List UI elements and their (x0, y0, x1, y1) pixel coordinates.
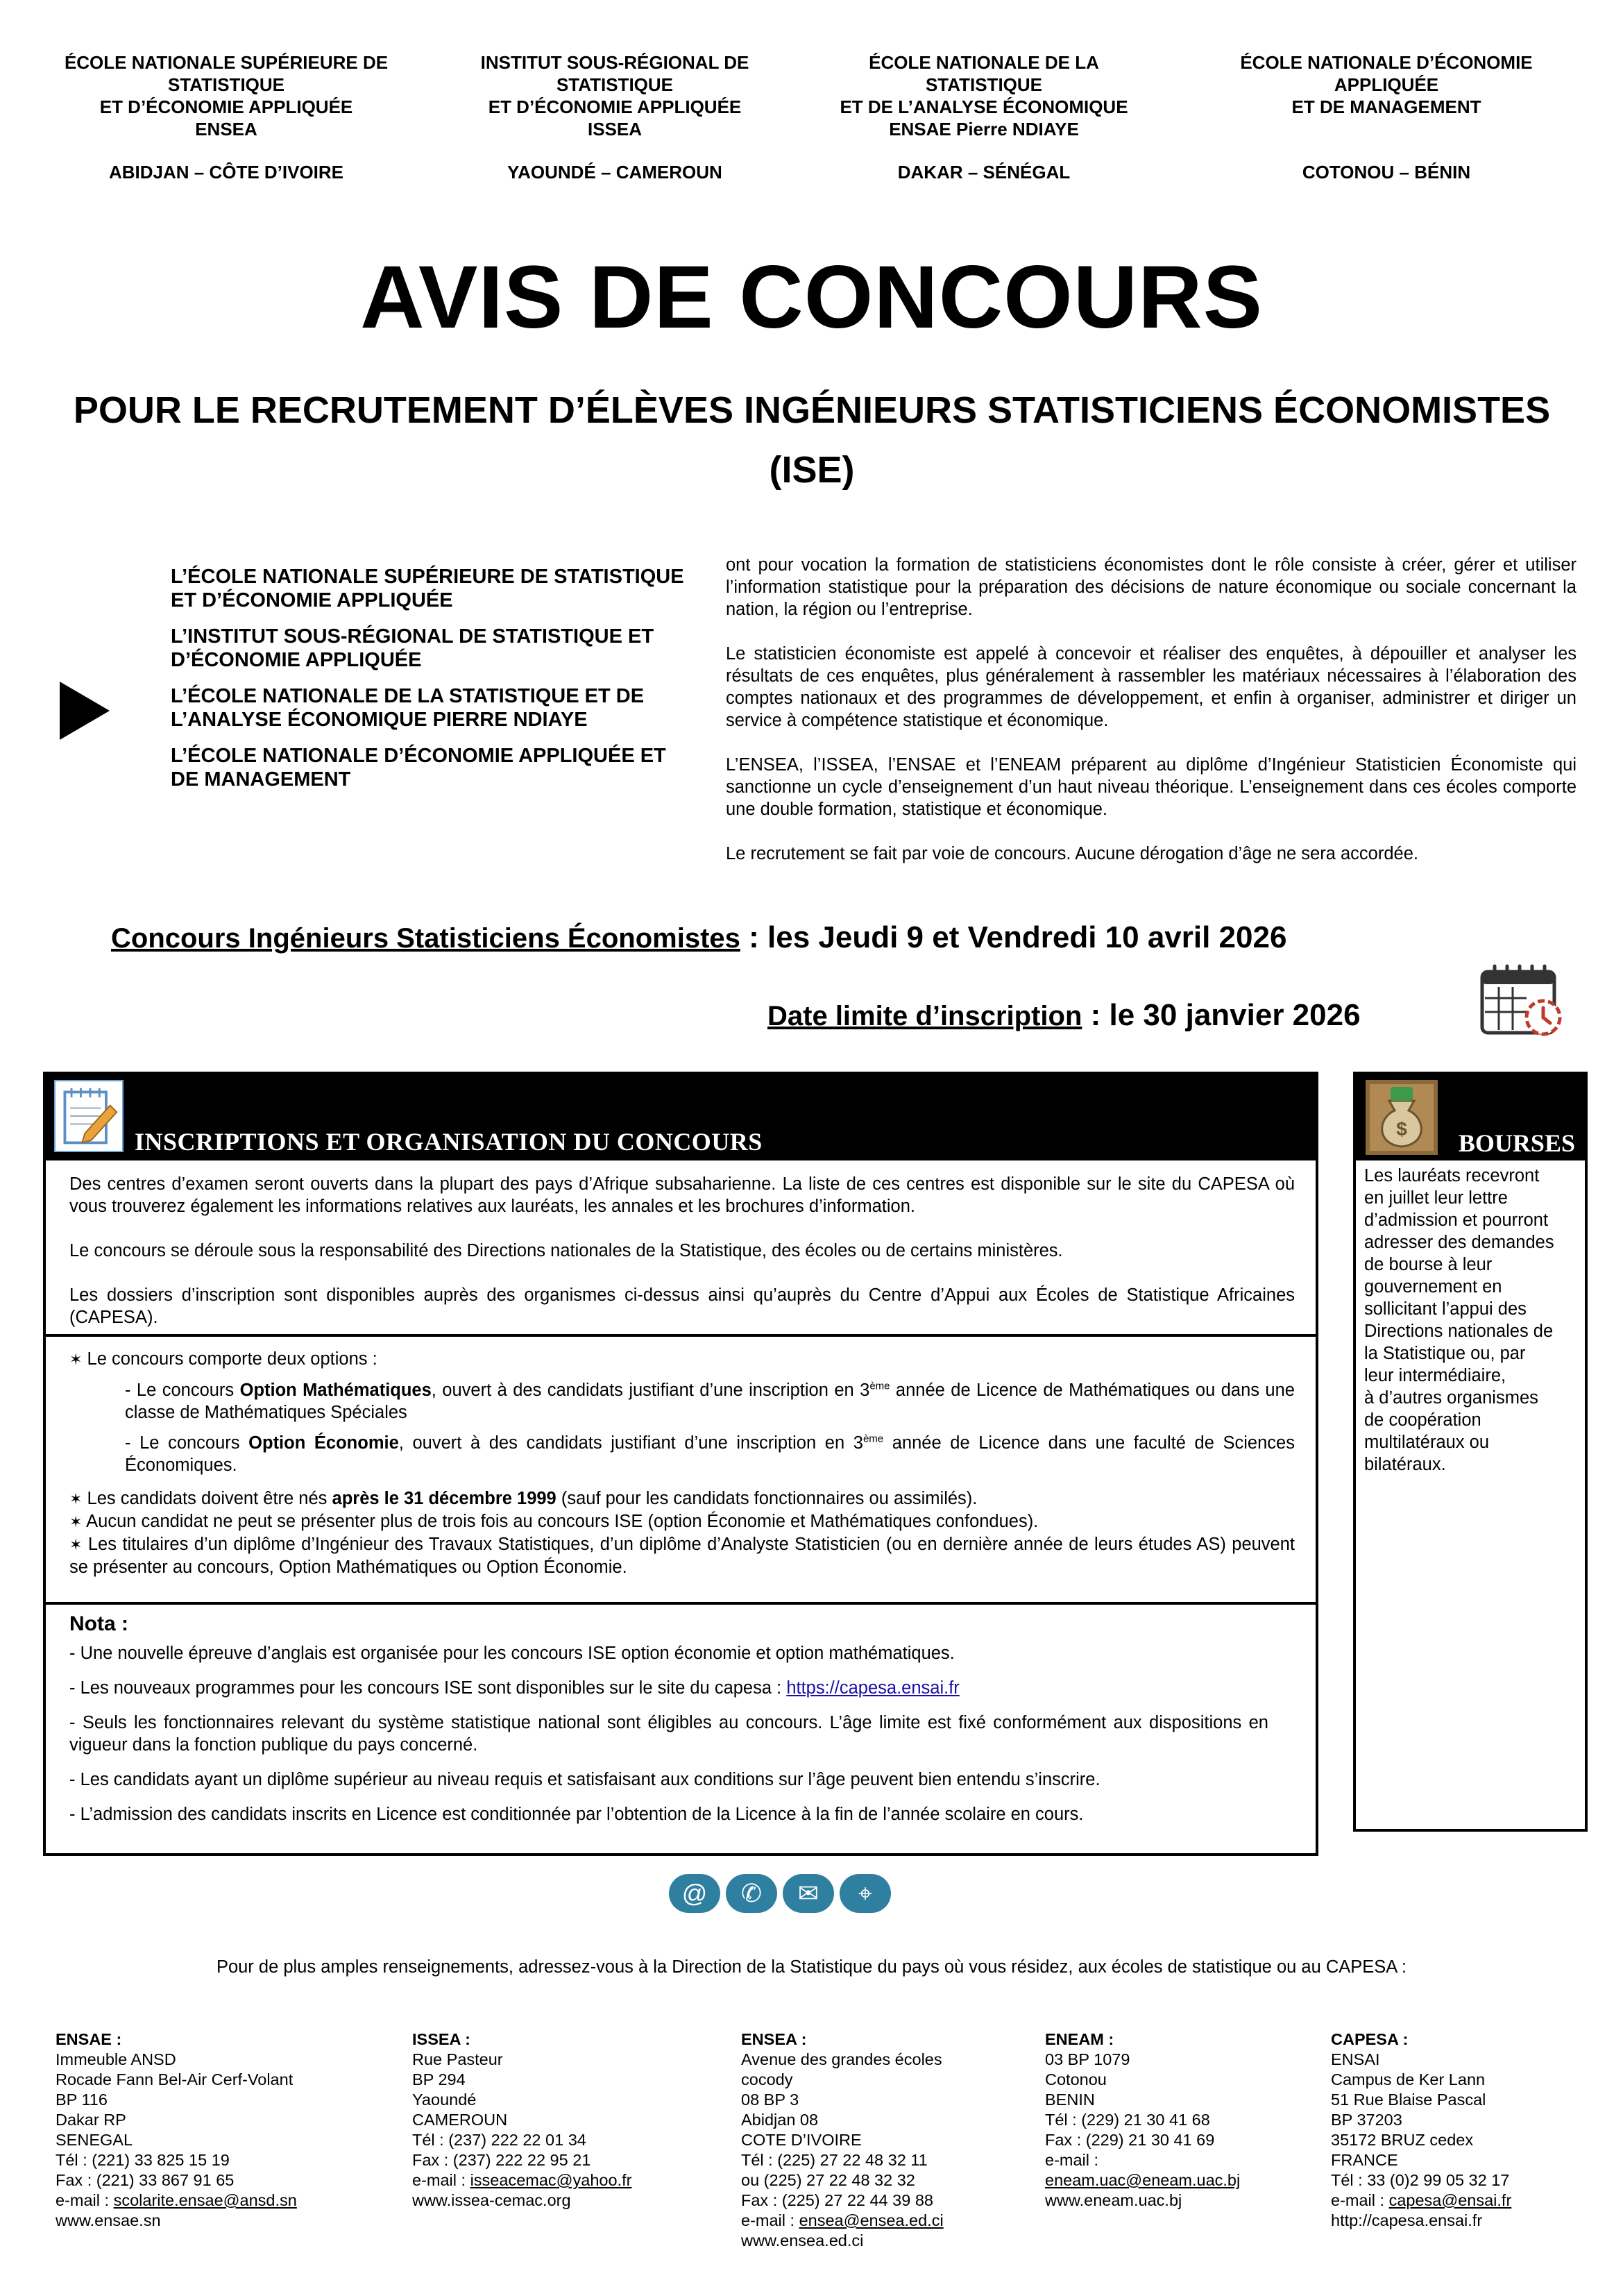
school-name-line: ET D’ÉCONOMIE APPLIQUÉE (99, 96, 353, 117)
ordinal-sup: ème (863, 1433, 884, 1445)
address-line: BP 116 (56, 2091, 108, 2109)
nota-item: - Les candidats ayant un diplôme supérieur au niveau requis et satisfaisant aux conditions sur l’âge peuvent bien entendu s’inscrire. (69, 1770, 1101, 1789)
address-line: 51 Rue Blaise Pascal (1331, 2091, 1486, 2109)
address-line: CAMEROUN (412, 2111, 508, 2129)
concours-date (111, 920, 1443, 955)
school-city: ABIDJAN – CÔTE D’IVOIRE (108, 162, 344, 183)
website-link[interactable]: www.issea-cemac.org (412, 2191, 571, 2209)
address-line: Tél : (221) 33 825 15 19 (56, 2151, 230, 2169)
school-name-line: ÉCOLE NATIONALE DE LA (869, 52, 1099, 73)
subtitle-line: POUR LE RECRUTEMENT D’ÉLÈVES INGÉNIEURS STATISTICIENS ÉCONOMISTES (73, 389, 1551, 431)
nota-title: Nota : (69, 1612, 128, 1635)
address-line: Tél : (237) 222 22 01 34 (412, 2131, 586, 2149)
rule-text: Aucun candidat ne peut se présenter plus de trois fois au concours ISE (option Économie et Mathématiques confondues). (86, 1512, 1039, 1531)
school-name-line: ENSAE Pierre NDIAYE (889, 119, 1079, 140)
email-prefix: e-mail : (56, 2191, 114, 2209)
school-name-line: APPLIQUÉE (1334, 74, 1439, 95)
address-line: SENEGAL (56, 2131, 133, 2149)
school-city: DAKAR – SÉNÉGAL (897, 162, 1071, 183)
address-ensae (56, 2029, 297, 2231)
address-line: Avenue des grandes écoles (741, 2050, 942, 2068)
address-line: Fax : (225) 27 22 44 39 88 (741, 2191, 933, 2209)
nota-item: - Une nouvelle épreuve d’anglais est organisée pour les concours ISE option économie et option mathématiques. (69, 1644, 955, 1663)
intro-school-item: L’INSTITUT SOUS-RÉGIONAL DE STATISTIQUE ET D’ÉCONOMIE APPLIQUÉE (171, 625, 654, 671)
address-line: BENIN (1045, 2091, 1095, 2109)
options-section (46, 1337, 1316, 1605)
location-icon[interactable]: ⌖ (840, 1874, 891, 1913)
bourses-line: Directions nationales de (1364, 1322, 1554, 1341)
options-intro (69, 1348, 1295, 1371)
school-city: COTONOU – BÉNIN (1302, 162, 1471, 183)
notepad-pencil-icon (54, 1080, 124, 1152)
bourses-line: de bourse à leur (1364, 1255, 1493, 1274)
intro-paragraph: ont pour vocation la formation de statisticiens économistes dont le rôle consiste à créer, gérer et utiliser l’information statistique pour la préparation des décisions de nature économique ou sociale concernant la nation, la région ou l’entreprise. (726, 555, 1577, 619)
option-text: - Le concours (125, 1381, 240, 1400)
address-capesa (1331, 2029, 1511, 2231)
email-prefix: e-mail : (412, 2171, 470, 2189)
svg-text:$: $ (1396, 1118, 1407, 1140)
school-name-line: ET D’ÉCONOMIE APPLIQUÉE (488, 96, 742, 117)
address-line: Campus de Ker Lann (1331, 2070, 1486, 2088)
address-line: Rocade Fann Bel-Air Cerf-Volant (56, 2070, 294, 2088)
bourses-line: en juillet leur lettre (1364, 1188, 1508, 1208)
rule-date: après le 31 décembre 1999 (332, 1489, 556, 1508)
option-text: , ouvert à des candidats justifiant d’une inscription en 3 (431, 1381, 870, 1400)
info-line: Pour de plus amples renseignements, adressez-vous à la Direction de la Statistique du pays où vous résidez, aux écoles de statistique ou au CAPESA : (216, 1957, 1407, 1977)
bourses-line: bilatéraux. (1364, 1455, 1446, 1474)
intro-school-item: L’ÉCOLE NATIONALE D’ÉCONOMIE APPLIQUÉE ET DE MANAGEMENT (171, 745, 666, 791)
address-name: CAPESA : (1331, 2030, 1409, 2048)
inscriptions-paragraph: Le concours se déroule sous la responsabilité des Directions nationales de la Statistique, des écoles ou de certains ministères. (69, 1241, 1063, 1260)
address-email-line (1331, 2191, 1511, 2211)
address-email-line (1045, 2170, 1240, 2191)
inscriptions-panel (43, 1072, 1318, 1856)
address-line: 03 BP 1079 (1045, 2050, 1130, 2068)
address-line: Fax : (229) 21 30 41 69 (1045, 2131, 1215, 2149)
school-header-ensea (46, 51, 407, 183)
address-line: Dakar RP (56, 2111, 126, 2129)
rule-text: Les titulaires d’un diplôme d’Ingénieur des Travaux Statistiques, d’un diplôme d’Analyste Statisticien (ou en dernière année de leurs études AS) peuvent se présenter au concours, Option Mathématiques ou Option Économie. (69, 1535, 1295, 1577)
bourses-header (1356, 1074, 1585, 1160)
address-email-line (56, 2191, 297, 2211)
rule-age (69, 1487, 1295, 1510)
address-line: 08 BP 3 (741, 2091, 799, 2109)
address-line: Tél : (225) 27 22 48 32 11 (741, 2151, 928, 2169)
deadline-value: : le 30 janvier 2026 (1082, 998, 1361, 1032)
email-prefix: e-mail : (741, 2211, 799, 2229)
email-link[interactable]: scolarite.ensae@ansd.sn (113, 2191, 297, 2209)
bourses-line: Les lauréats recevront (1364, 1166, 1540, 1185)
option-name: Option Mathématiques (239, 1381, 432, 1400)
school-name-line: ÉCOLE NATIONALE D’ÉCONOMIE (1240, 52, 1533, 73)
intro-school-item: L’ÉCOLE NATIONALE DE LA STATISTIQUE ET DE L’ANALYSE ÉCONOMIQUE PIERRE NDIAYE (171, 685, 645, 731)
email-link[interactable]: capesa@ensai.fr (1388, 2191, 1512, 2209)
nota-item (69, 1677, 1268, 1699)
school-name-line: ÉCOLE NATIONALE SUPÉRIEURE DE (64, 52, 389, 73)
address-line: ENSAI (1331, 2050, 1380, 2068)
website-link[interactable]: http://capesa.ensai.fr (1331, 2211, 1483, 2229)
intro-text (726, 554, 1577, 887)
school-name-line: ENSEA (195, 119, 257, 140)
address-email-line (412, 2170, 631, 2191)
nota-item: - Seuls les fonctionnaires relevant du système statistique national sont éligibles au concours. L’âge limite est fixé conformément aux dispositions en vigueur dans la fonction publique du pays concerné. (69, 1713, 1268, 1755)
address-line: Cotonou (1045, 2070, 1107, 2088)
address-line: cocody (741, 2070, 793, 2088)
option-text: - Le concours (125, 1433, 249, 1453)
intro-schools-list (171, 565, 684, 804)
rule-text: (sauf pour les candidats fonctionnaires ou assimilés). (556, 1489, 978, 1508)
bourses-line: sollicitant l’appui des (1364, 1299, 1527, 1319)
website-link[interactable]: www.ensea.ed.ci (741, 2231, 864, 2249)
address-name: ENEAM : (1045, 2030, 1114, 2048)
address-line: Immeuble ANSD (56, 2050, 176, 2068)
school-name-line: STATISTIQUE (925, 74, 1043, 95)
school-name-line (1206, 118, 1567, 140)
arrow-right-icon (60, 682, 110, 740)
star-bullet-icon: ✶ (69, 1351, 83, 1368)
address-line: Tél : 33 (0)2 99 05 32 17 (1331, 2171, 1510, 2189)
inscriptions-paragraph: Des centres d’examen seront ouverts dans la plupart des pays d’Afrique subsaharienne. La liste de ces centres est disponible sur le site du CAPESA où vous trouverez également les informations relatives aux lauréats, les annales et les brochures d’information. (69, 1174, 1295, 1216)
address-line: BP 37203 (1331, 2111, 1402, 2129)
calendar-clock-icon (1478, 962, 1565, 1038)
deadline-date (767, 998, 1361, 1033)
money-bag-icon (1366, 1080, 1438, 1155)
option-economie (69, 1432, 1295, 1476)
school-header-eneam (1206, 51, 1567, 183)
school-name-line: ET DE MANAGEMENT (1291, 96, 1481, 117)
email-prefix: e-mail : (1331, 2191, 1389, 2209)
intro-paragraph: Le statisticien économiste est appelé à concevoir et réaliser des enquêtes, à dépouiller et analyser les résultats de ces enquêtes, plus généralement à rassembler les matériaux nécessaires à l’élaboration des comptes nationaux et des programmes de développement, et enfin à organiser, administrer et diriger un service à compétence statistique et économique. (726, 644, 1577, 730)
address-line: COTE D’IVOIRE (741, 2131, 862, 2149)
page-subtitle (28, 380, 1596, 500)
school-header-ensae (804, 51, 1164, 183)
concours-value: : les Jeudi 9 et Vendredi 10 avril 2026 (740, 920, 1287, 954)
deadline-label: Date limite d’inscription (767, 1001, 1082, 1031)
option-math (69, 1379, 1295, 1424)
address-line: Yaoundé (412, 2091, 477, 2109)
bourses-panel (1353, 1072, 1588, 1832)
address-line: BP 294 (412, 2070, 466, 2088)
bourses-line: gouvernement en (1364, 1277, 1502, 1297)
email-link[interactable]: eneam.uac@eneam.uac.bj (1045, 2171, 1241, 2189)
website-link[interactable]: www.eneam.uac.bj (1045, 2191, 1182, 2209)
bourses-line: la Statistique ou, par (1364, 1344, 1526, 1363)
inscriptions-title: INSCRIPTIONS ET ORGANISATION DU CONCOURS (135, 1128, 763, 1156)
address-name: ENSAE : (56, 2030, 122, 2048)
website-link[interactable]: www.ensae.sn (56, 2211, 161, 2229)
nota-item: - L’admission des candidats inscrits en Licence est conditionnée par l’obtention de la Licence à la fin de l’année scolaire en cours. (69, 1805, 1084, 1824)
bourses-text (1364, 1165, 1579, 1476)
intro-school-item: L’ÉCOLE NATIONALE SUPÉRIEURE DE STATISTIQUE ET D’ÉCONOMIE APPLIQUÉE (171, 566, 684, 611)
address-line: Rue Pasteur (412, 2050, 503, 2068)
school-name-line: INSTITUT SOUS-RÉGIONAL DE (480, 52, 749, 73)
bourses-line: à d’autres organismes (1364, 1388, 1538, 1408)
bourses-line: adresser des demandes (1364, 1233, 1554, 1252)
address-line: e-mail : (1045, 2151, 1099, 2169)
school-name-line: STATISTIQUE (556, 74, 674, 95)
address-name: ISSEA : (412, 2030, 471, 2048)
bourses-line: de coopération (1364, 1410, 1481, 1430)
address-name: ENSEA : (741, 2030, 807, 2048)
school-name-line: ET DE L’ANALYSE ÉCONOMIQUE (840, 96, 1128, 117)
address-issea (412, 2029, 631, 2211)
capesa-link[interactable]: https://capesa.ensai.fr (786, 1678, 960, 1698)
star-bullet-icon: ✶ (69, 1536, 83, 1553)
bourses-line: leur intermédiaire, (1364, 1366, 1506, 1385)
star-bullet-icon: ✶ (69, 1513, 83, 1530)
rule-holders (69, 1533, 1295, 1578)
intro-paragraph: L’ENSEA, l’ISSEA, l’ENSAE et l’ENEAM préparent au diplôme d’Ingénieur Statisticien Économiste qui sanctionne un cycle d’enseignement d’un haut niveau théorique. L’enseignement dans ces écoles comporte une double formation, statistique et économique. (726, 755, 1577, 819)
address-line: 35172 BRUZ cedex (1331, 2131, 1474, 2149)
ordinal-sup: ème (869, 1380, 890, 1392)
address-line: ou (225) 27 22 48 32 32 (741, 2171, 915, 2189)
phone-icon[interactable]: ✆ (726, 1874, 777, 1913)
option-text: année de Licence dans une faculté de Sciences Économiques. (125, 1433, 1295, 1475)
address-line: Fax : (221) 33 867 91 65 (56, 2171, 235, 2189)
option-name: Option Économie (248, 1433, 399, 1453)
email-link[interactable]: ensea@ensea.ed.ci (799, 2211, 944, 2229)
address-line: Fax : (237) 222 22 95 21 (412, 2151, 591, 2169)
intro-paragraph: Le recrutement se fait par voie de concours. Aucune dérogation d’âge ne sera accordée. (726, 844, 1418, 863)
inscriptions-general-section (46, 1160, 1316, 1337)
school-header-issea (434, 51, 795, 183)
address-line: FRANCE (1331, 2151, 1398, 2169)
email-link[interactable]: isseacemac@yahoo.fr (470, 2171, 632, 2189)
option-text: , ouvert à des candidats justifiant d’une inscription en 3 (398, 1433, 863, 1453)
address-line: Tél : (229) 21 30 41 68 (1045, 2111, 1210, 2129)
address-line: Abidjan 08 (741, 2111, 819, 2129)
inscriptions-header (46, 1074, 1316, 1160)
address-ensea (741, 2029, 944, 2251)
options-intro-text: Le concours comporte deux options : (87, 1349, 377, 1369)
at-icon[interactable]: @ (669, 1874, 720, 1913)
bourses-line: d’admission et pourront (1364, 1210, 1549, 1230)
rule-text: Les candidats doivent être nés (87, 1489, 332, 1508)
school-name-line: STATISTIQUE (167, 74, 285, 95)
address-email-line (741, 2211, 944, 2231)
address-eneam (1045, 2029, 1240, 2211)
nota-section (46, 1605, 1316, 1856)
star-bullet-icon: ✶ (69, 1490, 83, 1508)
nota-text: - Les nouveaux programmes pour les concours ISE sont disponibles sur le site du capesa : (69, 1678, 787, 1698)
concours-label: Concours Ingénieurs Statisticiens Économistes (111, 923, 740, 954)
rule-attempts (69, 1510, 1295, 1533)
school-name-line: ISSEA (587, 119, 643, 140)
bourses-line: multilatéraux ou (1364, 1433, 1490, 1452)
subtitle-line: (ISE) (769, 449, 855, 491)
option-text: année de Licence de Mathématiques ou dans une classe de Mathématiques Spéciales (125, 1381, 1295, 1422)
page-title: AVIS DE CONCOURS (360, 248, 1263, 347)
school-city: YAOUNDÉ – CAMEROUN (507, 162, 722, 183)
mail-icon[interactable]: ✉ (783, 1874, 834, 1913)
inscriptions-paragraph: Les dossiers d’inscription sont disponibles auprès des organismes ci-dessus ainsi qu’auprès du Centre d’Appui aux Écoles de Statistique Africaines (CAPESA). (69, 1285, 1295, 1327)
bourses-title: BOURSES (1458, 1129, 1575, 1157)
